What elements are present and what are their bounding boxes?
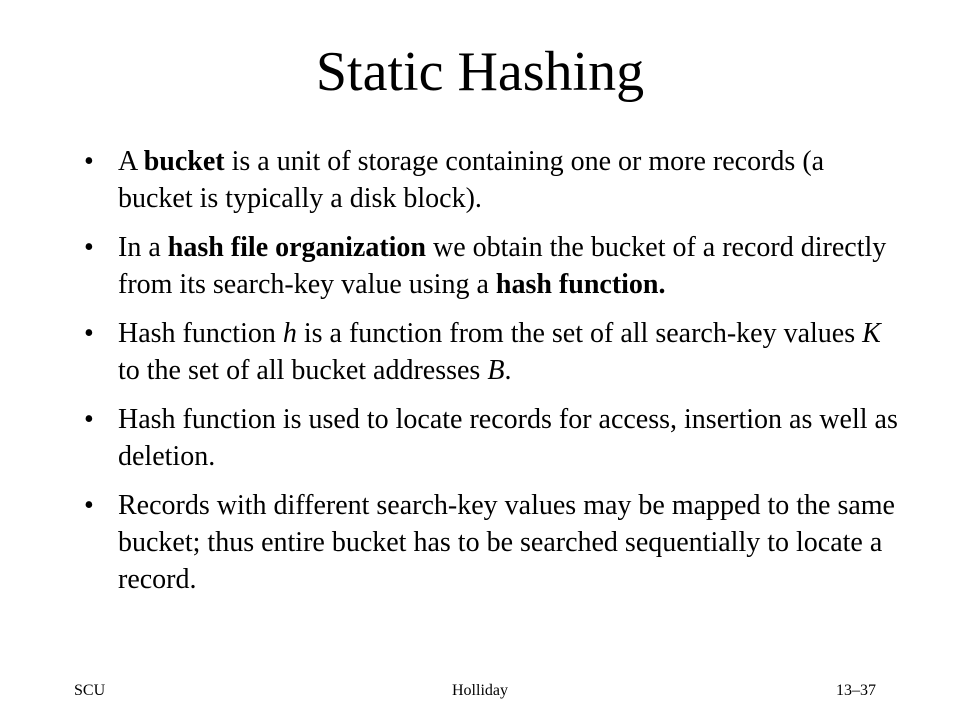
bullet-marker: • [84, 318, 94, 349]
bullet-item [84, 315, 904, 389]
bullet-text-segment: Hash function is used to locate records for access, insertion as well as deletion. [118, 404, 898, 472]
bullet-list [84, 143, 904, 610]
bullet-text-segment: hash function. [495, 269, 666, 300]
footer-left: SCU [74, 682, 106, 699]
bullet-text [118, 318, 881, 386]
bullet-text-segment: . [504, 355, 512, 386]
bullet-text [118, 232, 886, 300]
bullet-marker: • [84, 404, 94, 435]
bullet-text-segment: is a function from the set of all search-key values [296, 318, 863, 349]
bullet-item [84, 143, 904, 217]
footer-center: Holliday [452, 682, 508, 699]
slide-title: Static Hashing [315, 41, 645, 103]
bullet-text-segment: bucket [143, 146, 225, 177]
bullet-text-segment: Records with different search-key values may be mapped to the same bucket; thus entire bucket has to be searched sequentially to locate a record. [118, 490, 895, 595]
bullet-text-segment: A [118, 146, 144, 177]
bullet-text-segment: K [862, 318, 881, 349]
bullet-text-segment: to the set of all bucket addresses [118, 355, 488, 386]
bullet-item [84, 401, 904, 475]
bullet-text [118, 490, 895, 595]
bullet-text-segment: B [487, 355, 505, 386]
bullet-item [84, 487, 904, 598]
bullet-text [118, 146, 824, 214]
bullet-text [118, 404, 898, 472]
bullet-text-segment: we obtain the bucket of a record directly from its search-key value using a [118, 232, 887, 300]
bullet-marker: • [84, 232, 94, 263]
bullet-text-segment: Hash function [118, 318, 283, 349]
bullet-text-segment: In a [118, 232, 168, 263]
bullet-item [84, 229, 904, 303]
bullet-text-segment: is a unit of storage containing one or more records (a bucket is typically a disk block). [118, 146, 825, 214]
bullet-marker: • [84, 146, 94, 177]
footer-page-number: 13–37 [836, 682, 876, 699]
bullet-text-segment: hash file organization [167, 232, 426, 263]
bullet-marker: • [84, 490, 94, 521]
bullet-text-segment: h [282, 318, 297, 349]
